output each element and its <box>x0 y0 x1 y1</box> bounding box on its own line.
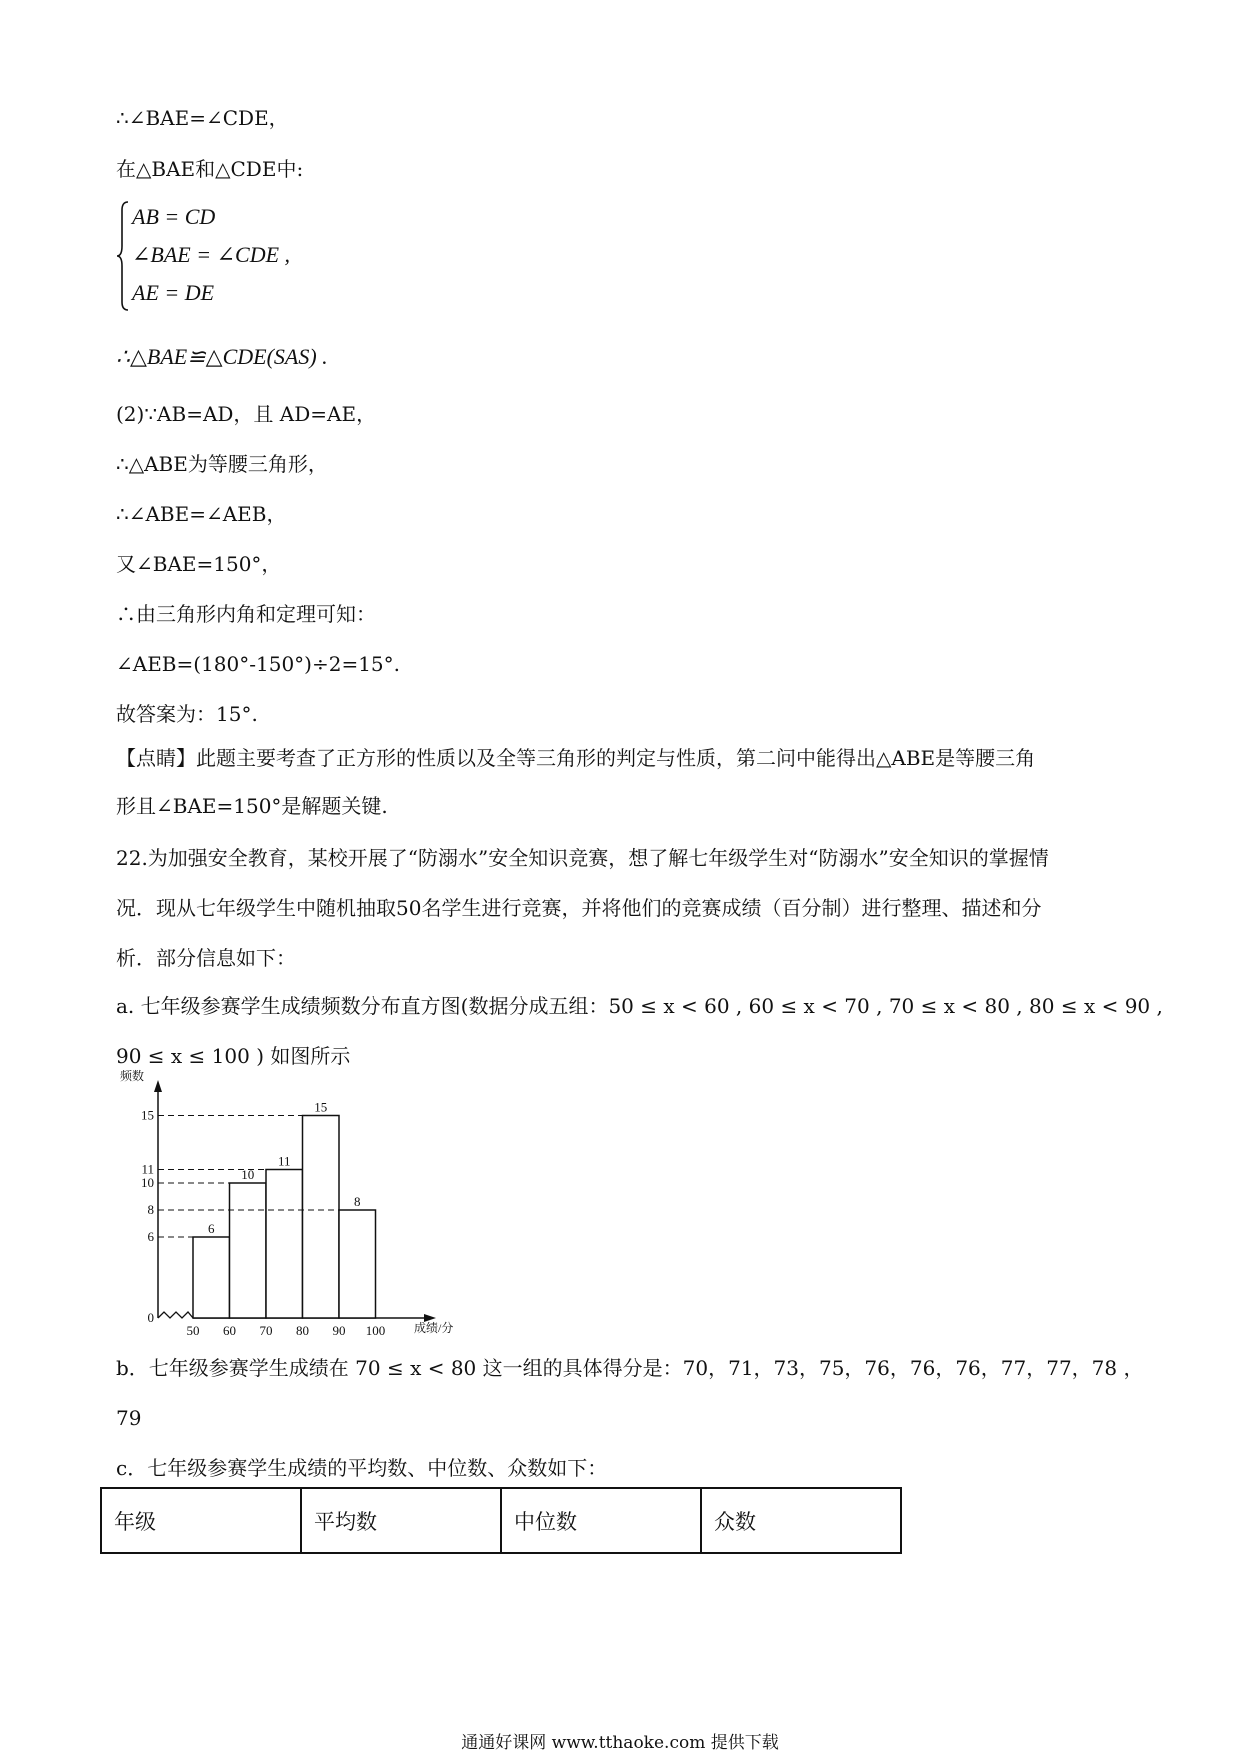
part2-line-5: ∴由三角形内角和定理可知： <box>116 602 376 626</box>
left-brace-icon <box>116 200 130 312</box>
part2-line-6: ∠AEB=(180°-150°)÷2=15°. <box>116 652 401 676</box>
x-tick-label: 90 <box>332 1323 346 1338</box>
histogram-bar <box>266 1170 303 1319</box>
histogram-bar <box>339 1210 376 1318</box>
frequency-histogram <box>118 1068 458 1340</box>
y-tick-label: 10 <box>141 1175 154 1190</box>
part2-line-4: 又∠BAE=150°， <box>116 552 282 576</box>
x-tick-label: 70 <box>259 1323 273 1338</box>
x-tick-label: 50 <box>186 1323 200 1338</box>
histogram-bar <box>230 1183 267 1318</box>
histogram-bar <box>193 1237 230 1318</box>
table-row <box>101 1488 901 1553</box>
x-axis-label: 成绩/分 <box>414 1321 454 1335</box>
system-row-2: ∠BAE = ∠CDE , <box>132 242 291 267</box>
q22-item-b-line-1: b．七年级参赛学生成绩在 70 ≤ x < 80 这一组的具体得分是：70，71，73，75，76，76，76，77，77，78 ， <box>116 1356 1144 1380</box>
y-axis-arrow-icon <box>154 1080 162 1092</box>
y-tick-label: 11 <box>141 1161 154 1177</box>
part2-line-1: (2)∵AB=AD，且 AD=AE， <box>116 402 377 426</box>
part2-line-7: 故答案为：15°. <box>116 702 258 726</box>
footer-watermark: 通通好课网 www.tthaoke.com 提供下载 <box>461 1733 779 1753</box>
x-tick-label: 100 <box>365 1323 386 1338</box>
system-row-1: AB = CD <box>132 204 216 229</box>
y-tick-label: 15 <box>141 1107 154 1123</box>
comment-line-1: 【点睛】此题主要考查了正方形的性质以及全等三角形的判定与性质，第二问中能得出△ABE是等腰三角 <box>116 746 1036 770</box>
x-axis-break-icon <box>158 1312 193 1318</box>
q22-item-a-line-2: 90 ≤ x ≤ 100 ) 如图所示 <box>116 1044 351 1068</box>
header-grade: 年级 <box>101 1488 301 1553</box>
header-median: 中位数 <box>501 1488 701 1553</box>
header-mode: 众数 <box>701 1488 901 1553</box>
part2-line-3: ∴∠ABE=∠AEB， <box>116 502 287 526</box>
system-row-3: AE = DE <box>132 280 215 305</box>
header-mean: 平均数 <box>301 1488 501 1553</box>
y-tick-label: 0 <box>147 1310 154 1325</box>
bar-data-label: 11 <box>277 1153 291 1169</box>
equation-system <box>116 200 336 312</box>
x-tick-label: 60 <box>223 1323 236 1338</box>
q22-line-1: 22.为加强安全教育，某校开展了“防溺水”安全知识竞赛，想了解七年级学生对“防溺水”安全知识的掌握情 <box>116 846 1049 870</box>
proof-line-2: 在△BAE和△CDE中: <box>116 157 304 181</box>
y-tick-label: 8 <box>147 1202 154 1217</box>
congruence-conclusion: ∴△BAE≌△CDE(SAS) . <box>116 344 328 369</box>
stats-table <box>100 1487 902 1554</box>
histogram-bar <box>303 1116 340 1319</box>
x-tick-label: 80 <box>296 1323 309 1338</box>
q22-line-3: 析．部分信息如下： <box>116 946 296 970</box>
y-tick-label: 6 <box>147 1229 154 1244</box>
q22-item-c: c．七年级参赛学生成绩的平均数、中位数、众数如下： <box>116 1456 608 1480</box>
comment-line-2: 形且∠BAE=150°是解题关键. <box>116 794 388 818</box>
proof-line-1: ∴∠BAE=∠CDE， <box>116 106 289 130</box>
y-axis-label: 频数 <box>120 1069 145 1083</box>
part2-line-2: ∴△ABE为等腰三角形， <box>116 452 328 476</box>
bar-data-label: 6 <box>208 1221 215 1236</box>
q22-line-2: 况．现从七年级学生中随机抽取50名学生进行竞赛，并将他们的竞赛成绩（百分制）进行整理、描述和分 <box>116 896 1042 920</box>
bar-data-label: 10 <box>241 1167 255 1182</box>
q22-item-b-line-2: 79 <box>116 1406 142 1430</box>
bar-data-label: 15 <box>314 1099 328 1115</box>
q22-item-a-line-1: a. 七年级参赛学生成绩频数分布直方图(数据分成五组：50 ≤ x < 60 , 60 ≤ x < 70 , 70 ≤ x < 80 , 80 ≤ x < 90 , <box>116 994 1163 1018</box>
bar-data-label: 8 <box>354 1194 361 1209</box>
